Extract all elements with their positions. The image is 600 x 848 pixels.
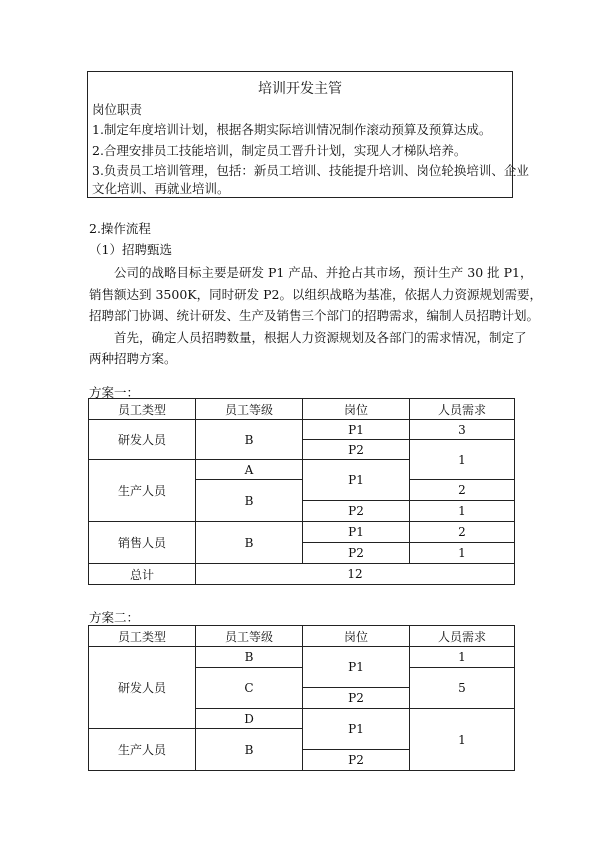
grade-cell: C: [196, 668, 303, 709]
position-cell: P2: [303, 688, 410, 709]
duty-line-3: 3.负责员工培训管理，包括：新员工培训、技能提升培训、岗位轮换培训、企业: [92, 163, 529, 178]
header-cell: 人员需求: [410, 626, 515, 647]
paragraph1-line1: 公司的战略目标主要是研发 P1 产品、并抢占其市场，预计生产 30 批 P1，: [114, 265, 533, 280]
need-cell: 2: [410, 522, 515, 543]
position-cell: P2: [303, 501, 410, 522]
duty-line-1: 1.制定年度培训计划，根据各期实际培训情况制作滚动预算及预算达成。: [92, 122, 492, 137]
flow-heading: 2.操作流程: [89, 221, 151, 236]
job-title: 培训开发主管: [258, 81, 342, 97]
grade-cell: B: [196, 647, 303, 668]
need-cell: 1: [410, 543, 515, 564]
need-cell: 1: [410, 709, 515, 771]
grade-cell: B: [196, 729, 303, 771]
header-cell: 员工等级: [196, 399, 303, 420]
paragraph2-line2: 两种招聘方案。: [89, 351, 177, 366]
header-cell: 岗位: [303, 399, 410, 420]
need-cell: 2: [410, 480, 515, 501]
position-cell: P2: [303, 750, 410, 771]
position-cell: P2: [303, 440, 410, 460]
duty-line-2: 2.合理安排员工技能培训，制定员工晋升计划，实现人才梯队培养。: [92, 143, 467, 158]
need-cell: 1: [410, 501, 515, 522]
job-description-box: [87, 71, 529, 198]
need-cell: 5: [410, 668, 515, 709]
total-value-cell: 12: [196, 564, 515, 585]
position-cell: P1: [303, 460, 410, 501]
position-cell: P1: [303, 647, 410, 688]
type-cell: 销售人员: [89, 522, 196, 564]
total-label-cell: 总计: [89, 564, 196, 585]
need-cell: 1: [410, 647, 515, 668]
position-cell: P1: [303, 709, 410, 750]
header-cell: 员工类型: [89, 626, 196, 647]
position-cell: P1: [303, 420, 410, 440]
grade-cell: B: [196, 522, 303, 564]
duty-line-4: 文化培训、再就业培训。: [92, 181, 230, 196]
section-label: 岗位职责: [92, 102, 143, 117]
grade-cell: B: [196, 420, 303, 460]
paragraph2-line1: 首先，确定人员招聘数量，根据人力资源规划及各部门的需求情况，制定了: [114, 330, 527, 345]
position-cell: P1: [303, 522, 410, 543]
plan2-table: [88, 625, 515, 771]
header-cell: 员工类型: [89, 399, 196, 420]
plan1-caption: 方案一：: [89, 385, 140, 400]
header-cell: 员工等级: [196, 626, 303, 647]
grade-cell: D: [196, 709, 303, 729]
grade-cell: B: [196, 480, 303, 522]
plan1-table: [88, 398, 515, 585]
position-cell: P2: [303, 543, 410, 564]
grade-cell: A: [196, 460, 303, 480]
header-cell: 人员需求: [410, 399, 515, 420]
paragraph1-line3: 招聘部门协调、统计研发、生产及销售三个部门的招聘需求，编制人员招聘计划。: [89, 308, 540, 323]
type-cell: 研发人员: [89, 647, 196, 729]
flow-subheading: （1）招聘甄选: [89, 242, 172, 257]
need-cell: 3: [410, 420, 515, 440]
need-cell: 1: [410, 440, 515, 480]
type-cell: 生产人员: [89, 460, 196, 522]
paragraph1-line2: 销售额达到 3500K，同时研发 P2。以组织战略为基准，依据人力资源规划需要，: [89, 287, 542, 302]
type-cell: 生产人员: [89, 729, 196, 771]
plan2-caption: 方案二：: [89, 610, 140, 625]
type-cell: 研发人员: [89, 420, 196, 460]
header-cell: 岗位: [303, 626, 410, 647]
